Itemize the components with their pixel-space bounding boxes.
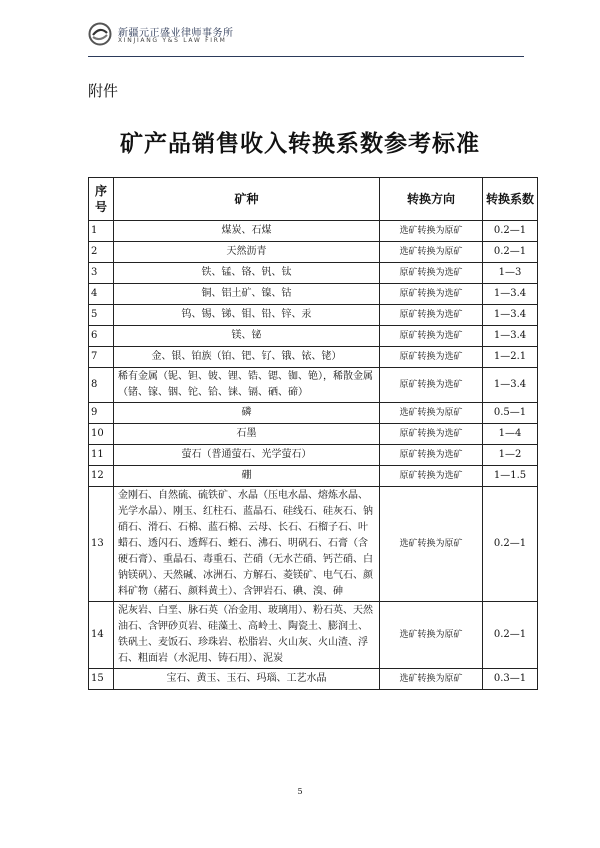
table-row: [89, 305, 538, 326]
document-title: 矿产品销售收入转换系数参考标准: [120, 130, 480, 157]
cell-mineral: 萤石（普通萤石、光学萤石）: [114, 445, 380, 466]
cell-coefficient: 0.2—1: [483, 242, 538, 263]
cell-coefficient: 1—3.4: [483, 326, 538, 347]
cell-mineral: 天然沥青: [114, 242, 380, 263]
table-row: [89, 424, 538, 445]
table-row: [89, 263, 538, 284]
cell-coefficient: 0.3—1: [483, 669, 538, 690]
cell-mineral: 稀有金属（铌、钽、铍、锂、锆、锶、铷、铯），稀散金属（锗、镓、铟、铊、铪、铼、镉、硒、碲）: [114, 368, 380, 403]
firm-name-cn: 新疆元正盛业律师事务所: [118, 28, 234, 39]
cell-direction: 原矿转换为选矿: [380, 445, 483, 466]
table-row: [89, 347, 538, 368]
table-row: [89, 403, 538, 424]
cell-no: 12: [89, 466, 114, 487]
cell-direction: 选矿转换为原矿: [380, 669, 483, 690]
cell-mineral: 铜、铝土矿、镍、钴: [114, 284, 380, 305]
header-divider: [88, 56, 524, 57]
firm-logo-icon: [88, 22, 112, 46]
table-row: [89, 487, 538, 602]
header-direction: 转换方向: [380, 178, 483, 221]
cell-mineral: 石墨: [114, 424, 380, 445]
cell-direction: 原矿转换为选矿: [380, 347, 483, 368]
cell-mineral: 铁、锰、铬、钒、钛: [114, 263, 380, 284]
cell-no: 6: [89, 326, 114, 347]
firm-name-en: XINJIANG Y&S LAW FIRM: [118, 37, 227, 44]
header-no: 序号: [89, 178, 114, 221]
page-number: 5: [297, 787, 303, 796]
table-row: [89, 242, 538, 263]
cell-coefficient: 0.2—1: [483, 487, 538, 602]
cell-coefficient: 0.2—1: [483, 602, 538, 669]
cell-direction: 选矿转换为原矿: [380, 221, 483, 242]
cell-direction: 原矿转换为选矿: [380, 284, 483, 305]
cell-no: 14: [89, 602, 114, 669]
cell-coefficient: 0.5—1: [483, 403, 538, 424]
header-mineral: 矿种: [114, 178, 380, 221]
table-row: [89, 445, 538, 466]
cell-no: 9: [89, 403, 114, 424]
cell-direction: 原矿转换为选矿: [380, 368, 483, 403]
table-row: [89, 221, 538, 242]
cell-direction: 原矿转换为选矿: [380, 326, 483, 347]
cell-direction: 选矿转换为原矿: [380, 487, 483, 602]
cell-mineral: 金、银、铂族（铂、钯、钌、锇、铱、铑）: [114, 347, 380, 368]
conversion-table: [88, 177, 538, 690]
letterhead: [88, 20, 528, 60]
cell-direction: 选矿转换为原矿: [380, 403, 483, 424]
table-row: [89, 602, 538, 669]
cell-mineral: 钨、锡、锑、钼、铅、锌、汞: [114, 305, 380, 326]
table-row: [89, 466, 538, 487]
cell-coefficient: 1—3.4: [483, 305, 538, 326]
cell-no: 5: [89, 305, 114, 326]
cell-coefficient: 1—2.1: [483, 347, 538, 368]
table-row: [89, 284, 538, 305]
table-row: [89, 669, 538, 690]
attachment-label: 附件: [88, 82, 119, 100]
cell-mineral: 磷: [114, 403, 380, 424]
cell-no: 3: [89, 263, 114, 284]
header-coefficient: 转换系数: [483, 178, 538, 221]
cell-direction: 原矿转换为选矿: [380, 305, 483, 326]
cell-direction: 原矿转换为选矿: [380, 424, 483, 445]
cell-no: 15: [89, 669, 114, 690]
table-row: [89, 368, 538, 403]
cell-mineral: 泥灰岩、白垩、脉石英（冶金用、玻璃用）、粉石英、天然油石、含钾砂页岩、硅藻土、高岭土、陶瓷土、膨润土、铁矾土、麦饭石、珍珠岩、松脂岩、火山灰、火山渣、浮石、粗面岩（水泥用、铸石用）、泥炭: [114, 602, 380, 669]
table-row: [89, 326, 538, 347]
cell-direction: 原矿转换为选矿: [380, 466, 483, 487]
cell-direction: 选矿转换为原矿: [380, 242, 483, 263]
cell-direction: 原矿转换为选矿: [380, 263, 483, 284]
cell-no: 10: [89, 424, 114, 445]
cell-coefficient: 1—3: [483, 263, 538, 284]
cell-coefficient: 1—2: [483, 445, 538, 466]
cell-coefficient: 1—3.4: [483, 284, 538, 305]
cell-no: 8: [89, 368, 114, 403]
cell-no: 1: [89, 221, 114, 242]
cell-no: 7: [89, 347, 114, 368]
cell-mineral: 金刚石、自然硫、硫铁矿、水晶（压电水晶、熔炼水晶、光学水晶）、刚玉、红柱石、蓝晶石、硅线石、硅灰石、钠硝石、滑石、石棉、蓝石棉、云母、长石、石榴子石、叶蜡石、透闪石、透辉石、蛭石、沸石、明矾石、石膏（含硬石膏）、重晶石、毒重石、芒硝（无水芒硝、钙芒硝、白钠镁矾）、天然碱、冰洲石、方解石、菱镁矿、电气石、颜料矿物（赭石、颜料黄土）、含钾岩石、碘、溴、砷: [114, 487, 380, 602]
cell-coefficient: 1—1.5: [483, 466, 538, 487]
cell-coefficient: 1—3.4: [483, 368, 538, 403]
cell-direction: 选矿转换为原矿: [380, 602, 483, 669]
table-header-row: [89, 178, 538, 221]
cell-coefficient: 0.2—1: [483, 221, 538, 242]
cell-no: 4: [89, 284, 114, 305]
cell-no: 2: [89, 242, 114, 263]
cell-mineral: 煤炭、石煤: [114, 221, 380, 242]
cell-mineral: 镁、铋: [114, 326, 380, 347]
cell-mineral: 宝石、黄玉、玉石、玛瑙、工艺水晶: [114, 669, 380, 690]
cell-mineral: 硼: [114, 466, 380, 487]
cell-coefficient: 1—4: [483, 424, 538, 445]
cell-no: 13: [89, 487, 114, 602]
cell-no: 11: [89, 445, 114, 466]
